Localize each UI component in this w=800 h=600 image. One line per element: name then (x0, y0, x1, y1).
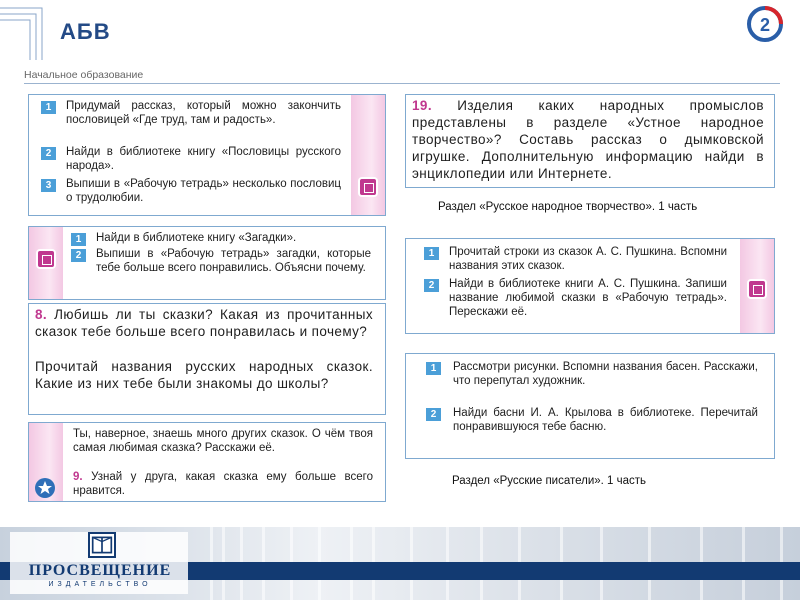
fairy-question-card (28, 303, 386, 415)
notebook-icon (747, 279, 767, 299)
publisher-emblem-icon (88, 532, 116, 558)
item-number: 2 (41, 147, 56, 160)
list-item (426, 406, 766, 434)
item-number: 1 (426, 362, 441, 375)
question-body: Любишь ли ты сказки? Какая из прочитанных сказок тебе больше всего понравилась и почему? (35, 307, 373, 339)
brand-badge-digit: 2 (759, 15, 771, 35)
publisher-logo (10, 532, 188, 594)
list-item (426, 360, 766, 388)
pink-strip (29, 423, 63, 501)
item-number: 2 (426, 408, 441, 421)
riddles-card (28, 226, 386, 300)
item-number: 3 (41, 179, 56, 192)
item-text: Придумай рассказ, который можно закончить пословицей «Где труд, там и радость». (66, 100, 341, 126)
question-body: Узнай у друга, какая сказка ему больше всего нравится. (73, 471, 373, 497)
pink-strip (740, 239, 774, 333)
list-item (41, 99, 341, 127)
list-item (41, 145, 341, 173)
item-text: Найди басни И. А. Крылова в библиотеке. Перечитай понравившуюся тебе басню. (453, 407, 758, 433)
proverbs-card (28, 94, 386, 216)
fables-card (405, 353, 775, 459)
header (0, 0, 800, 90)
list-item (424, 277, 734, 319)
item-text: Найди в библиотеке книгу «Пословицы русского народа». (66, 146, 341, 172)
list-item (71, 231, 371, 246)
list-item (41, 177, 341, 205)
favorite-question (73, 470, 373, 498)
item-text: Найди в библиотеке книги А. С. Пушкина. Запиши название любимой сказки в «Рабочую тетрадь». Перескажи её. (449, 278, 727, 318)
item-number: 1 (71, 233, 86, 246)
abv-logo: АБВ (60, 19, 111, 44)
item-text: Выпиши в «Рабочую тетрадь» загадки, которые тебе больше всего понравились. Объясни почему. (96, 248, 371, 274)
question-number: 8. (35, 307, 48, 322)
list-item (71, 247, 371, 275)
crafts-question-card (405, 94, 775, 188)
list-item (424, 245, 734, 273)
star-icon (34, 477, 56, 499)
favorite-tale-card (28, 422, 386, 502)
question-number: 19. (412, 98, 432, 113)
pink-strip (351, 95, 385, 215)
item-number: 1 (424, 247, 439, 260)
item-number: 2 (424, 279, 439, 292)
publisher-subtitle: ИЗДАТЕЛЬСТВО (48, 581, 152, 588)
question-text-2: Прочитай названия русских народных сказок. Какие из них тебе были знакомы до школы? (35, 359, 373, 391)
pink-strip (29, 227, 63, 299)
item-text: Рассмотри рисунки. Вспомни названия басен. Расскажи, что перепутал художник. (453, 361, 758, 387)
notebook-icon (358, 177, 378, 197)
item-text: Выпиши в «Рабочую тетрадь» несколько пословиц о трудолюбии. (66, 178, 341, 204)
folk-caption: Раздел «Русское народное творчество». 1 часть (438, 201, 698, 213)
item-text: Найди в библиотеке книгу «Загадки». (96, 232, 297, 244)
header-divider (24, 83, 780, 84)
pushkin-card (405, 238, 775, 334)
question-text (35, 306, 373, 340)
question-body: Изделия каких народных промыслов представлены в разделе «Устное народное творчество»? Составь рассказ о дымковской игрушке. Дополнительную информацию найди в энциклопедии или Интернете. (412, 98, 764, 181)
item-text: Прочитай строки из сказок А. С. Пушкина. Вспомни названия этих сказок. (449, 246, 727, 272)
header-subtitle: Начальное образование (24, 69, 144, 81)
favorite-text: Ты, наверное, знаешь много других сказок. О чём твоя самая любимая сказка? Расскажи её. (73, 428, 373, 454)
writers-caption: Раздел «Русские писатели». 1 часть (452, 475, 647, 487)
question-text (412, 97, 764, 182)
notebook-icon (36, 249, 56, 269)
item-number: 1 (41, 101, 56, 114)
brand-badge-icon (746, 4, 784, 44)
item-number: 2 (71, 249, 86, 262)
question-number: 9. (73, 471, 83, 483)
publisher-name: ПРОСВЕЩЕНИЕ (28, 562, 172, 579)
